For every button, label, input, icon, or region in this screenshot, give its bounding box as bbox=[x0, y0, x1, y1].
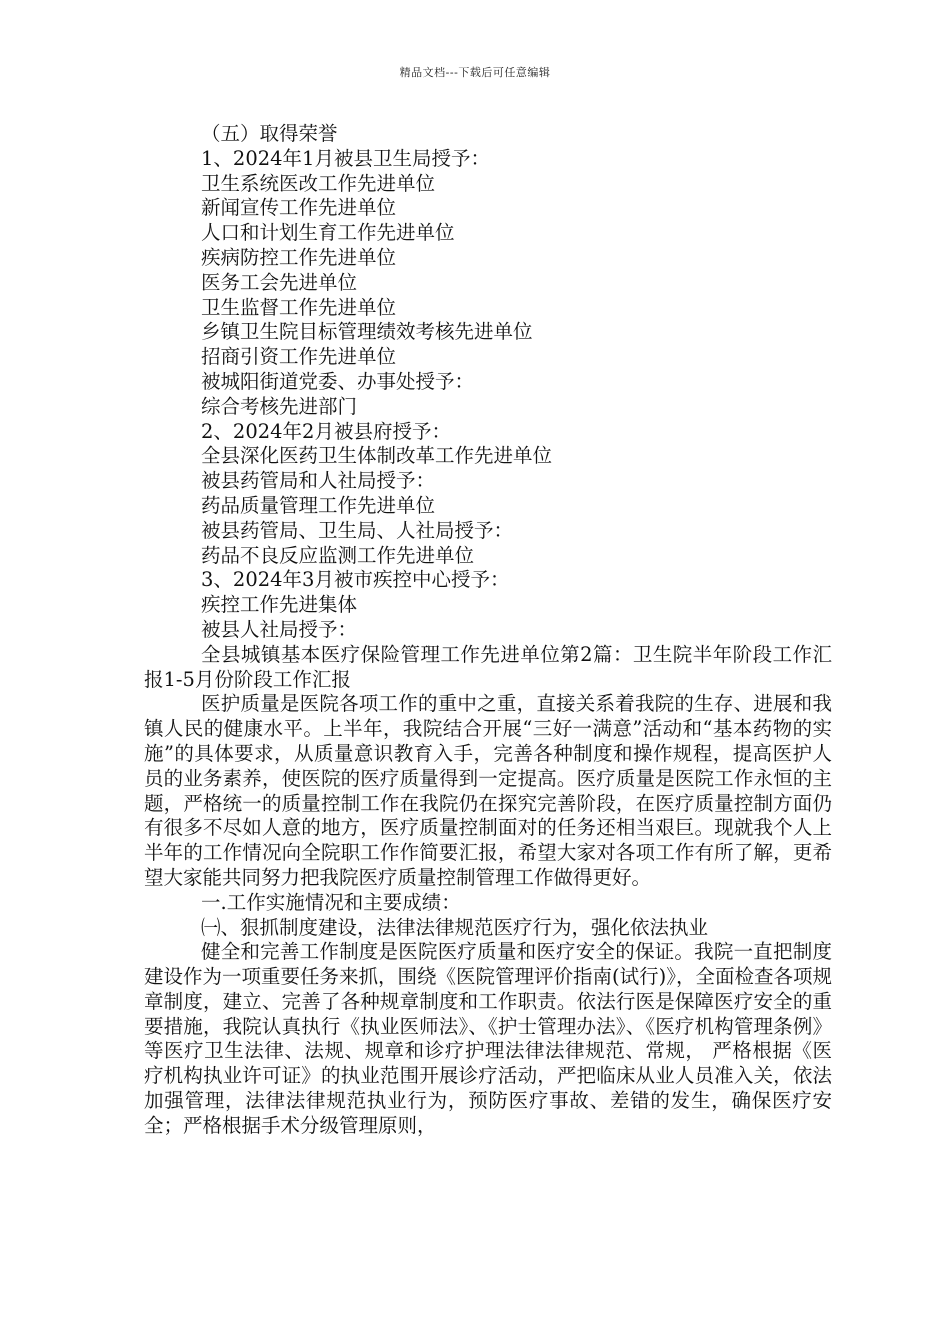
honor-item: 药品不良反应监测工作先进单位 bbox=[201, 543, 475, 567]
honor-item: 卫生监督工作先进单位 bbox=[201, 295, 397, 319]
document-body bbox=[144, 122, 832, 1139]
honor-item: 疾控工作先进集体 bbox=[201, 593, 358, 617]
honor-awarder: 被城阳街道党委、办事处授予： bbox=[201, 369, 475, 393]
honor-item: 乡镇卫生院目标管理绩效考核先进单位 bbox=[201, 320, 533, 344]
honor-group-heading: 3、2024年3月被市疾控中心授予： bbox=[201, 568, 510, 592]
honor-item: 综合考核先进部门 bbox=[201, 394, 358, 418]
honor-item: 招商引资工作先进单位 bbox=[201, 345, 397, 369]
honor-awarder: 被县药管局、卫生局、人社局授予： bbox=[201, 518, 514, 542]
honor-group-heading: 1、2024年1月被县卫生局授予： bbox=[201, 146, 490, 170]
honor-item: 新闻宣传工作先进单位 bbox=[201, 196, 397, 220]
page-header: 精品文档---下载后可任意编辑 bbox=[399, 66, 551, 79]
subsection-heading: 一.工作实施情况和主要成绩： bbox=[201, 890, 461, 914]
honor-group-heading: 2、2024年2月被县府授予： bbox=[201, 419, 451, 443]
body-paragraph: 健全和完善工作制度是医院医疗质量和医疗安全的保证。我院一直把制度建设作为一项重要任务来抓，围绕《医院管理评价指南(试行)》，全面检查各项规章制度，建立、完善了各种规章制度和工作职责。依法行医是保障医疗安全的重要措施，我院认真执行《执业医师法》、《护士管理办法》、《医疗机构管理条例》等医疗卫生法律、法规、规章和诊疗护理法律法律规范、常规， 严格根据《医疗机构执业许可证》的执业范围开展诊疗活动，严把临床从业人员准入关，依法加强管理，法律法律规范执业行为，预防医疗事故、差错的发生，确保医疗安全；严格根据手术分级管理原则， bbox=[144, 940, 832, 1137]
honor-item: 人口和计划生育工作先进单位 bbox=[201, 221, 455, 245]
subsection-heading: ㈠、狠抓制度建设，法律法律规范医疗行为，强化依法执业 bbox=[201, 915, 709, 939]
body-paragraph: 医护质量是医院各项工作的重中之重，直接关系着我院的生存、进展和我镇人民的健康水平。上半年，我院结合开展“三好一满意”活动和“基本药物的实施”的具体要求，从质量意识教育入手，完善各种制度和操作规程，提高医护人员的业务素养，使医院的医疗质量得到一定提高。医疗质量是医院工作永恒的主题，严格统一的质量控制工作在我院仍在探究完善阶段，在医疗质量控制方面仍有很多不尽如人意的地方，医疗质量控制面对的任务还相当艰巨。现就我个人上半年的工作情况向全院职工作作简要汇报，希望大家对各项工作有所了解，更希望大家能共同努力把我院医疗质量控制管理工作做得更好。 bbox=[144, 692, 832, 889]
body-paragraph: 全县城镇基本医疗保险管理工作先进单位第2篇：卫生院半年阶段工作汇报1-5月份阶段工作汇报 bbox=[144, 642, 832, 691]
honor-awarder: 被县药管局和人社局授予： bbox=[201, 469, 436, 493]
honor-item: 卫生系统医改工作先进单位 bbox=[201, 171, 436, 195]
honor-item: 疾病防控工作先进单位 bbox=[201, 245, 397, 269]
honor-item: 药品质量管理工作先进单位 bbox=[201, 493, 436, 517]
section-heading: （五）取得荣誉 bbox=[201, 122, 338, 145]
honor-awarder: 被县人社局授予： bbox=[201, 617, 358, 641]
honor-item: 全县深化医药卫生体制改革工作先进单位 bbox=[201, 444, 553, 468]
honor-item: 医务工会先进单位 bbox=[201, 270, 358, 294]
